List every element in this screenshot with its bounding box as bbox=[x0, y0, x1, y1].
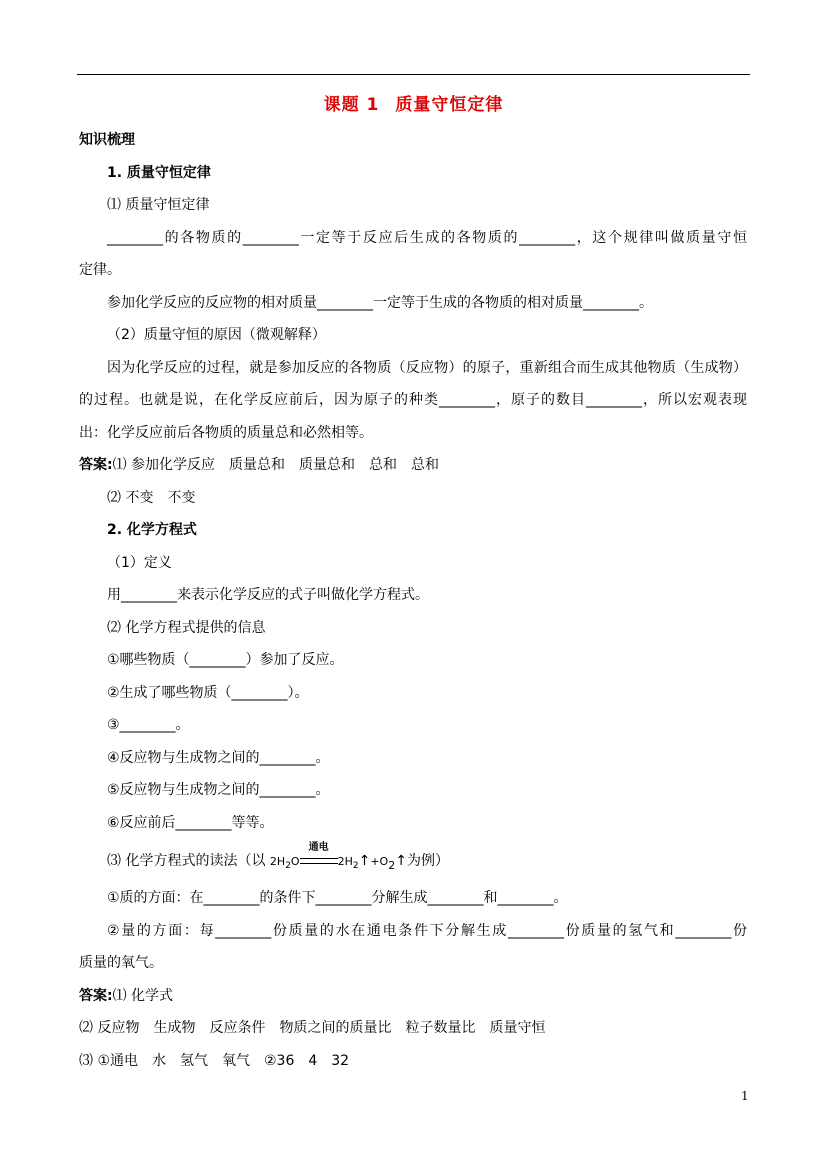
eq-reactant-sub: 2 bbox=[285, 861, 291, 872]
eq-reactant-text: 2H bbox=[269, 855, 286, 868]
info-item: ①哪些物质（________）参加了反应。 bbox=[107, 652, 344, 668]
answer1-line1 bbox=[79, 456, 439, 474]
s1-p1-line2: 定律。 bbox=[79, 262, 121, 278]
answer1-line2: ⑵ 不变 不变 bbox=[107, 490, 196, 506]
eq-product2-sub: 2 bbox=[388, 858, 396, 872]
title-lesson-number: 课题 1 bbox=[323, 95, 380, 115]
header-rule bbox=[77, 74, 750, 75]
answer2-line2: ⑵ 反应物 生成物 反应条件 物质之间的质量比 粒子数量比 质量守恒 bbox=[79, 1020, 546, 1036]
equation-condition: 通电 bbox=[308, 842, 329, 853]
equation-products bbox=[337, 855, 359, 872]
s1-sub1: ⑴ 质量守恒定律 bbox=[107, 197, 210, 213]
page-number: 1 bbox=[741, 1089, 749, 1103]
answer2-line3: ⑶ ①通电 水 氢气 氧气 ②36 4 32 bbox=[79, 1053, 350, 1069]
title-topic: 质量守恒定律 bbox=[395, 95, 504, 115]
info-item: ⑥反应前后________等等。 bbox=[107, 815, 274, 831]
s2-definition: 用________来表示化学反应的式子叫做化学方程式。 bbox=[107, 587, 429, 603]
answer1-text: ⑴ 参加化学反应 质量总和 质量总和 总和 总和 bbox=[112, 457, 440, 473]
page-title bbox=[0, 90, 827, 115]
s2-sub3-prefix: ⑶ 化学方程式的读法（以 bbox=[107, 853, 270, 869]
answer2-text: ⑴ 化学式 bbox=[112, 988, 174, 1004]
info-item: ④反应物与生成物之间的________。 bbox=[107, 750, 330, 766]
s2-heading: 2. 化学方程式 bbox=[107, 522, 197, 538]
s2-sub3-suffix: 为例） bbox=[406, 853, 449, 869]
reading-quantity-line1: ②量的方面：每________份质量的水在通电条件下分解生成________份质量的氢气和________份 bbox=[107, 923, 747, 939]
section-heading: 知识梳理 bbox=[79, 132, 135, 148]
info-item: ③________。 bbox=[107, 717, 190, 733]
s1-p1-line1: ________的各物质的________一定等于反应后生成的各物质的________，这个规律叫做质量守恒 bbox=[107, 230, 747, 246]
eq-reactant-tail: O bbox=[290, 855, 300, 868]
equal-bars bbox=[300, 858, 338, 864]
reading-quality: ①质的方面：在________的条件下________分解生成________和________。 bbox=[107, 890, 568, 906]
s1-p3-line2: 的过程。也就是说，在化学反应前后，因为原子的种类________，原子的数目________，所以宏观表现 bbox=[79, 392, 747, 408]
info-item: ②生成了哪些物质（________）。 bbox=[107, 685, 309, 701]
equation-arrow bbox=[300, 842, 338, 870]
answer1-label: 答案: bbox=[79, 457, 113, 473]
s2-sub3 bbox=[107, 842, 449, 875]
eq-product1: 2H bbox=[337, 855, 353, 868]
s2-sub1: （1）定义 bbox=[107, 555, 172, 571]
s1-p3-line3: 出：化学反应前后各物质的质量总和必然相等。 bbox=[79, 425, 373, 441]
equation-reactant bbox=[269, 855, 300, 872]
gas-arrow-icon: ↑ bbox=[358, 853, 371, 869]
eq-product2: +O bbox=[370, 855, 389, 868]
reading-quantity-line2: 质量的氧气。 bbox=[79, 955, 163, 971]
answer2-line1 bbox=[79, 987, 173, 1005]
s1-heading: 1. 质量守恒定律 bbox=[107, 165, 211, 181]
gas-arrow-icon: ↑ bbox=[395, 853, 407, 869]
s2-sub2: ⑵ 化学方程式提供的信息 bbox=[107, 620, 266, 636]
answer2-label: 答案: bbox=[79, 988, 113, 1004]
s1-sub2: （2）质量守恒的原因（微观解释） bbox=[107, 327, 326, 343]
eq-product1-sub: 2 bbox=[352, 861, 359, 872]
s1-p3-line1: 因为化学反应的过程，就是参加反应的各物质（反应物）的原子，重新组合而生成其他物质（生成物） bbox=[107, 360, 747, 376]
s1-p2: 参加化学反应的反应物的相对质量________一定等于生成的各物质的相对质量________。 bbox=[107, 295, 653, 311]
info-item: ⑤反应物与生成物之间的________。 bbox=[107, 782, 330, 798]
